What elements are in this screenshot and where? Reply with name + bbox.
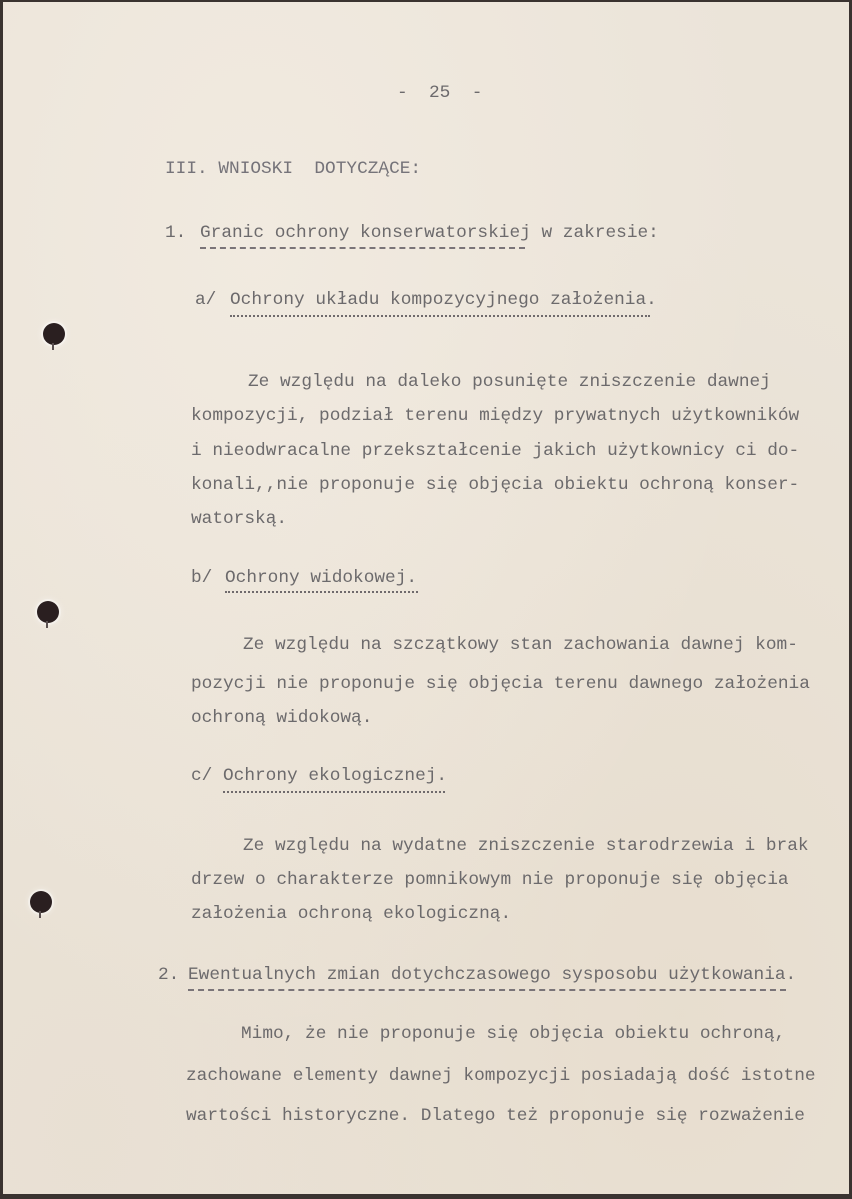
- paragraph-line: Ze względu na daleko posunięte zniszczenie dawnej: [248, 372, 771, 392]
- subitem-underline: [225, 591, 418, 593]
- item-title: Ewentualnych zmian dotychczasowego sysposobu użytkowania.: [188, 965, 797, 985]
- subitem-underline: [230, 315, 650, 317]
- page-number: - 25 -: [397, 83, 483, 103]
- paragraph-line: Mimo, że nie proponuje się objęcia obiektu ochroną,: [241, 1024, 786, 1044]
- paragraph-line: pozycji nie proponuje się objęcia terenu dawnego założenia: [191, 674, 810, 694]
- item-number: 1.: [165, 223, 187, 243]
- typewritten-page: [3, 2, 849, 1194]
- subitem-title: Ochrony ekologicznej.: [223, 766, 448, 786]
- title-underline: [188, 989, 786, 991]
- subitem-title: Ochrony układu kompozycyjnego założenia.: [230, 290, 657, 310]
- paragraph-line: i nieodwracalne przekształcenie jakich użytkownicy ci do-: [191, 441, 800, 461]
- section-heading: III. WNIOSKI DOTYCZĄCE:: [165, 159, 422, 179]
- item-number: 2.: [158, 965, 180, 985]
- punch-hole-icon: [43, 323, 65, 345]
- subitem-label: b/: [191, 568, 213, 588]
- paragraph-line: kompozycji, podział terenu między prywatnych użytkowników: [191, 406, 800, 426]
- subitem-underline: [223, 791, 445, 793]
- title-underline: [200, 247, 525, 249]
- paragraph-line: watorską.: [191, 509, 288, 529]
- punch-hole-icon: [30, 891, 52, 913]
- paragraph-line: zachowane elementy dawnej kompozycji posiadają dość istotne: [186, 1066, 816, 1086]
- paragraph-line: drzew o charakterze pomnikowym nie proponuje się objęcia: [191, 870, 789, 890]
- paragraph-line: konali,,nie proponuje się objęcia obiektu ochroną konser-: [191, 475, 800, 495]
- subitem-title: Ochrony widokowej.: [225, 568, 418, 588]
- paragraph-line: założenia ochroną ekologiczną.: [191, 904, 512, 924]
- punch-hole-icon: [37, 601, 59, 623]
- paragraph-line: ochroną widokową.: [191, 708, 373, 728]
- subitem-label: a/: [195, 290, 217, 310]
- paragraph-line: Ze względu na szczątkowy stan zachowania dawnej kom-: [243, 635, 798, 655]
- paragraph-line: Ze względu na wydatne zniszczenie starodrzewia i brak: [243, 836, 809, 856]
- item-title: Granic ochrony konserwatorskiej w zakresie:: [200, 223, 659, 243]
- subitem-label: c/: [191, 766, 213, 786]
- paragraph-line: wartości historyczne. Dlatego też proponuje się rozważenie: [186, 1106, 805, 1126]
